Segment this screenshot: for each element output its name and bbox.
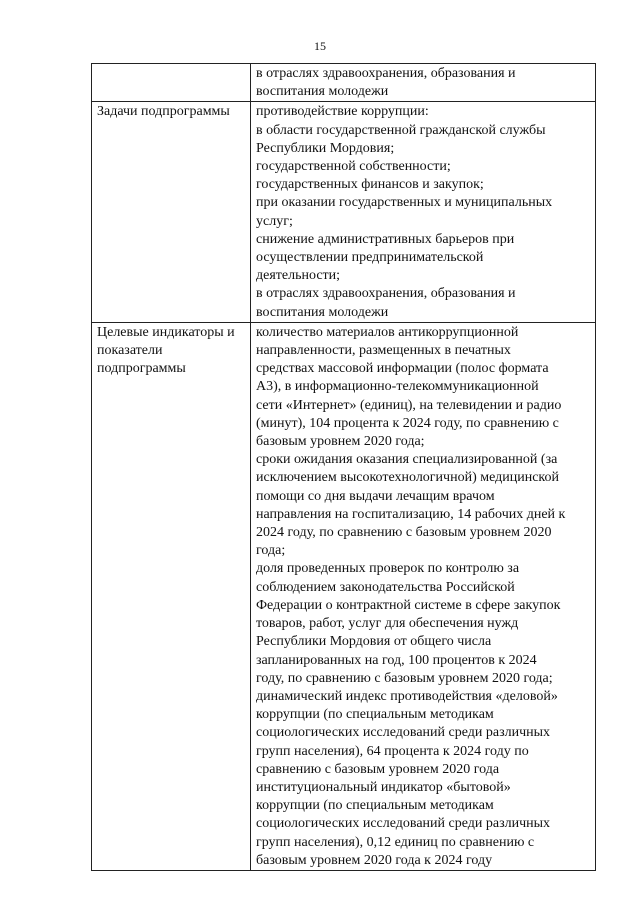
content-line: динамический индекс противодействия «деловой» xyxy=(256,688,558,704)
content-line: осуществлении предпринимательской xyxy=(256,250,484,266)
content-line: исключением высокотехнологичной) медицинской xyxy=(256,470,560,486)
table-row-tasks xyxy=(92,102,596,322)
content-line: государственных финансов и закупок; xyxy=(256,177,484,193)
content-line: социологических исследований среди различных xyxy=(256,816,551,832)
row-label-cell xyxy=(92,64,251,102)
content-line: групп населения), 0,12 единиц по сравнению с xyxy=(256,834,535,850)
content-line: направления на госпитализацию, 14 рабочих дней к xyxy=(256,506,566,522)
table-row-continuation xyxy=(92,64,596,102)
content-line: 2024 году, по сравнению с базовым уровнем 2020 xyxy=(256,525,552,541)
page-number: 15 xyxy=(314,39,326,53)
content-line: в области государственной гражданской службы xyxy=(256,122,546,138)
content-line: в отраслях здравоохранения, образования и xyxy=(256,286,516,302)
content-line: количество материалов антикоррупционной xyxy=(256,324,519,340)
content-line: сравнению с базовым уровнем 2020 года xyxy=(256,761,500,777)
content-line: социологических исследований среди различных xyxy=(256,725,551,741)
content-line: года; xyxy=(256,543,286,559)
content-line: Республики Мордовия; xyxy=(256,140,395,156)
row-label: подпрограммы xyxy=(97,361,186,377)
row-label: Целевые индикаторы и xyxy=(97,324,235,340)
content-line: Республики Мордовия от общего числа xyxy=(256,634,492,650)
content-line: снижение административных барьеров при xyxy=(256,231,515,247)
content-line: сроки ожидания оказания специализированной (за xyxy=(256,452,558,468)
content-line: соблюдением законодательства Российской xyxy=(256,579,515,595)
content-line: базовым уровнем 2020 года; xyxy=(256,434,425,450)
content-line: институциональный индикатор «бытовой» xyxy=(256,779,511,795)
content-line: противодействие коррупции: xyxy=(256,104,429,120)
content-line: доля проведенных проверок по контролю за xyxy=(256,561,520,577)
content-line: в отраслях здравоохранения, образования и xyxy=(256,66,516,81)
row-content-cell xyxy=(251,64,596,102)
content-line: помощи со дня выдачи лечащим врачом xyxy=(256,488,495,504)
content-line: групп населения), 64 процента к 2024 году по xyxy=(256,743,529,759)
content-line: А3), в информационно-телекоммуникационной xyxy=(256,379,539,395)
row-label: Задачи подпрограммы xyxy=(97,104,230,120)
content-line: коррупции (по специальным методикам xyxy=(256,798,494,814)
subprogram-passport-table xyxy=(91,63,596,871)
content-line: воспитания молодежи xyxy=(256,84,389,100)
content-line: году, по сравнению с базовым уровнем 2020 года; xyxy=(256,670,553,686)
content-line: средствах массовой информации (полос формата xyxy=(256,361,549,377)
row-label-cell xyxy=(92,322,251,870)
row-content-cell xyxy=(251,322,596,870)
row-content-cell xyxy=(251,102,596,322)
content-line: (минут), 104 процента к 2024 году, по сравнению с xyxy=(256,415,559,431)
content-line: Федерации о контрактной системе в сфере закупок xyxy=(256,597,561,613)
content-line: базовым уровнем 2020 года к 2024 году xyxy=(256,852,493,868)
content-line: государственной собственности; xyxy=(256,159,451,175)
content-line: при оказании государственных и муниципальных xyxy=(256,195,553,211)
content-line: деятельности; xyxy=(256,268,341,284)
content-line: запланированных на год, 100 процентов к 2024 xyxy=(256,652,537,668)
content-line: коррупции (по специальным методикам xyxy=(256,707,494,723)
row-label: показатели xyxy=(97,343,163,359)
content-line: сети «Интернет» (единиц), на телевидении и радио xyxy=(256,397,562,413)
content-line: направленности, размещенных в печатных xyxy=(256,343,511,359)
row-label-cell xyxy=(92,102,251,322)
content-line: воспитания молодежи xyxy=(256,304,389,320)
content-line: товаров, работ, услуг для обеспечения нужд xyxy=(256,616,519,632)
table-row-target-indicators xyxy=(92,322,596,870)
content-line: услуг; xyxy=(256,213,293,229)
